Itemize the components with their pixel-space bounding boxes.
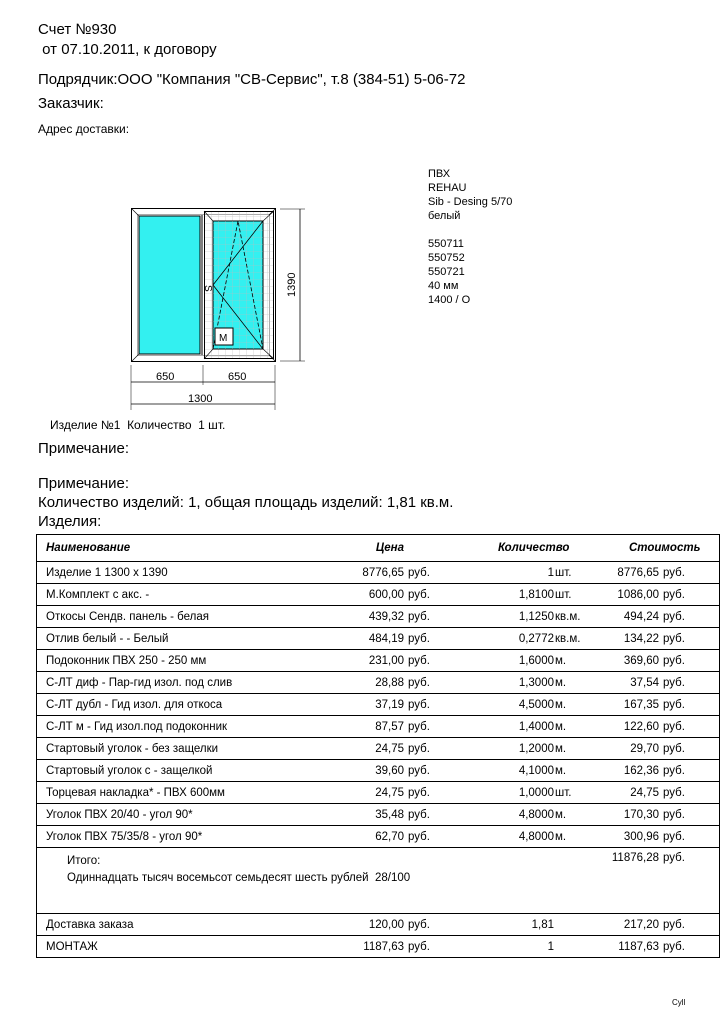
spec-line: 1400 / О (428, 294, 471, 306)
item-cost-unit: руб. (659, 562, 720, 584)
item-cost: 1086,00 (595, 584, 659, 606)
product-caption: Изделие №1 Количество 1 шт. (50, 418, 226, 432)
item-qty: 1,6000 (478, 650, 554, 672)
spec-line: REHAU (428, 182, 467, 194)
height-dimension: 1390 (286, 272, 298, 297)
item-cost: 134,22 (595, 628, 659, 650)
item-cost: 170,30 (595, 804, 659, 826)
left-glass-pane (139, 216, 200, 354)
items-title: Изделия: (38, 513, 102, 530)
service-qty: 1,81 (478, 914, 554, 936)
service-cost-unit: руб. (659, 936, 720, 958)
item-qty: 4,1000 (478, 760, 554, 782)
item-cost: 300,96 (595, 826, 659, 848)
item-qty-unit: м. (554, 826, 595, 848)
service-cost: 217,20 (595, 914, 659, 936)
total-label-block (37, 848, 595, 887)
table-row (37, 672, 720, 694)
spec-line: белый (428, 210, 461, 222)
table-row (37, 562, 720, 584)
item-qty: 1,1250 (478, 606, 554, 628)
service-cost-unit: руб. (659, 914, 720, 936)
item-qty-unit: м. (554, 694, 595, 716)
table-row (37, 760, 720, 782)
item-cost-unit: руб. (659, 672, 720, 694)
item-cost: 494,24 (595, 606, 659, 628)
item-cost-unit: руб. (659, 738, 720, 760)
table-row (37, 804, 720, 826)
total-row (37, 848, 720, 914)
item-cost-unit: руб. (659, 606, 720, 628)
item-price-unit: руб. (404, 738, 478, 760)
table-row (37, 782, 720, 804)
total-cost-unit: руб. (659, 848, 720, 914)
item-price-unit: руб. (404, 606, 478, 628)
item-name: С-ЛТ диф - Пар-гид изол. под слив (37, 672, 337, 694)
item-name: Уголок ПВХ 20/40 - угол 90* (37, 804, 337, 826)
item-cost-unit: руб. (659, 804, 720, 826)
item-price-unit: руб. (404, 716, 478, 738)
item-qty-unit: м. (554, 738, 595, 760)
spec-line: 550721 (428, 266, 465, 278)
item-cost: 167,35 (595, 694, 659, 716)
item-price: 600,00 (336, 584, 404, 606)
item-price: 87,57 (336, 716, 404, 738)
item-price: 39,60 (336, 760, 404, 782)
item-price: 8776,65 (336, 562, 404, 584)
item-qty: 4,8000 (478, 826, 554, 848)
item-price-unit: руб. (404, 672, 478, 694)
item-price-unit: руб. (404, 650, 478, 672)
table-row (37, 716, 720, 738)
table-row (37, 694, 720, 716)
item-price-unit: руб. (404, 826, 478, 848)
table-header (37, 535, 720, 562)
spec-line: 550711 (428, 238, 464, 250)
total-width-dimension: 1300 (188, 393, 213, 405)
service-name: МОНТАЖ (37, 936, 337, 958)
delivery-address: Адрес доставки: (38, 122, 130, 136)
item-price-unit: руб. (404, 584, 478, 606)
table-row (37, 628, 720, 650)
item-price: 37,19 (336, 694, 404, 716)
table-row (37, 738, 720, 760)
summary: Количество изделий: 1, общая площадь изделий: 1,81 кв.м. (38, 494, 454, 511)
item-qty-unit: м. (554, 804, 595, 826)
item-qty: 1,0000 (478, 782, 554, 804)
mosquito-net-mark: М (219, 333, 228, 344)
item-price: 24,75 (336, 738, 404, 760)
service-cost: 1187,63 (595, 936, 659, 958)
service-price-unit: руб. (404, 936, 478, 958)
contractor: Подрядчик:ООО "Компания "СВ-Сервис", т.8 (384-51) 5-06-72 (38, 71, 466, 88)
service-price: 1187,63 (336, 936, 404, 958)
item-name: Изделие 1 1300 х 1390 (37, 562, 337, 584)
item-price-unit: руб. (404, 562, 478, 584)
service-name: Доставка заказа (37, 914, 337, 936)
table-row (37, 606, 720, 628)
spec-block (428, 167, 512, 307)
item-cost: 8776,65 (595, 562, 659, 584)
item-qty-unit: шт. (554, 584, 595, 606)
total-cell (37, 848, 596, 914)
item-name: Отлив белый - - Белый (37, 628, 337, 650)
service-qty-unit (554, 936, 595, 958)
item-price: 484,19 (336, 628, 404, 650)
total-words: Одиннадцать тысяч восемьсот семьдесят шесть рублей 28/100 (67, 872, 411, 884)
item-qty: 4,5000 (478, 694, 554, 716)
item-qty-unit: кв.м. (554, 628, 595, 650)
item-qty-unit: м. (554, 650, 595, 672)
invoice-date: от 07.10.2011, к договору (38, 41, 217, 58)
item-qty: 0,2772 (478, 628, 554, 650)
spec-line (428, 223, 512, 237)
item-qty-unit: кв.м. (554, 606, 595, 628)
item-name: С-ЛТ м - Гид изол.под подоконник (37, 716, 337, 738)
items-table (36, 534, 720, 958)
item-qty: 1,8100 (478, 584, 554, 606)
item-name: М.Комплект с акс. - (37, 584, 337, 606)
spec-line: ПВХ (428, 168, 451, 180)
item-qty: 1 (478, 562, 554, 584)
window-drawing (120, 195, 310, 415)
total-cost: 11876,28 (595, 848, 659, 914)
item-name: Подоконник ПВХ 250 - 250 мм (37, 650, 337, 672)
spec-line: 550752 (428, 252, 465, 264)
item-price-unit: руб. (404, 694, 478, 716)
item-qty: 1,3000 (478, 672, 554, 694)
item-name: Стартовый уголок с - защелкой (37, 760, 337, 782)
item-price: 35,48 (336, 804, 404, 826)
item-qty-unit: шт. (554, 782, 595, 804)
item-cost-unit: руб. (659, 782, 720, 804)
footer-mark: Cyll (672, 998, 686, 1007)
item-cost: 369,60 (595, 650, 659, 672)
item-qty-unit: м. (554, 760, 595, 782)
customer: Заказчик: (38, 95, 104, 112)
spec-line: 40 мм (428, 280, 459, 292)
item-name: Стартовый уголок - без защелки (37, 738, 337, 760)
item-cost-unit: руб. (659, 716, 720, 738)
item-price-unit: руб. (404, 760, 478, 782)
item-name: Уголок ПВХ 75/35/8 - угол 90* (37, 826, 337, 848)
item-qty-unit: шт. (554, 562, 595, 584)
service-row (37, 936, 720, 958)
right-width-dimension: 650 (228, 371, 247, 383)
header-name: Наименование (37, 535, 337, 562)
header-cost: Стоимость (595, 535, 720, 562)
total-label: Итого: (67, 855, 101, 867)
item-price-unit: руб. (404, 804, 478, 826)
table-row (37, 826, 720, 848)
item-name: С-ЛТ дубл - Гид изол. для откоса (37, 694, 337, 716)
invoice-title: Счет №930 (38, 21, 117, 38)
service-price: 120,00 (336, 914, 404, 936)
handle-icon: S (202, 285, 213, 292)
item-name: Торцевая накладка* - ПВХ 600мм (37, 782, 337, 804)
item-cost: 162,36 (595, 760, 659, 782)
item-price: 28,88 (336, 672, 404, 694)
item-price: 62,70 (336, 826, 404, 848)
table-row (37, 650, 720, 672)
service-qty: 1 (478, 936, 554, 958)
item-qty-unit: м. (554, 716, 595, 738)
spec-line: Sib - Desing 5/70 (428, 196, 513, 208)
item-cost: 37,54 (595, 672, 659, 694)
left-width-dimension: 650 (156, 371, 175, 383)
item-cost-unit: руб. (659, 760, 720, 782)
table-row (37, 584, 720, 606)
item-qty: 4,8000 (478, 804, 554, 826)
item-price-unit: руб. (404, 628, 478, 650)
service-qty-unit (554, 914, 595, 936)
header-qty: Количество (478, 535, 595, 562)
service-price-unit: руб. (404, 914, 478, 936)
item-cost-unit: руб. (659, 584, 720, 606)
item-cost: 29,70 (595, 738, 659, 760)
item-price: 231,00 (336, 650, 404, 672)
item-note: Примечание: (38, 440, 129, 457)
item-cost-unit: руб. (659, 650, 720, 672)
item-cost-unit: руб. (659, 826, 720, 848)
item-cost-unit: руб. (659, 628, 720, 650)
service-row (37, 914, 720, 936)
item-price: 439,32 (336, 606, 404, 628)
note: Примечание: (38, 475, 129, 492)
item-qty-unit: м. (554, 672, 595, 694)
item-qty: 1,2000 (478, 738, 554, 760)
header-price: Цена (336, 535, 404, 562)
item-cost-unit: руб. (659, 694, 720, 716)
item-cost: 24,75 (595, 782, 659, 804)
item-price: 24,75 (336, 782, 404, 804)
item-name: Откосы Сендв. панель - белая (37, 606, 337, 628)
item-qty: 1,4000 (478, 716, 554, 738)
item-cost: 122,60 (595, 716, 659, 738)
item-price-unit: руб. (404, 782, 478, 804)
